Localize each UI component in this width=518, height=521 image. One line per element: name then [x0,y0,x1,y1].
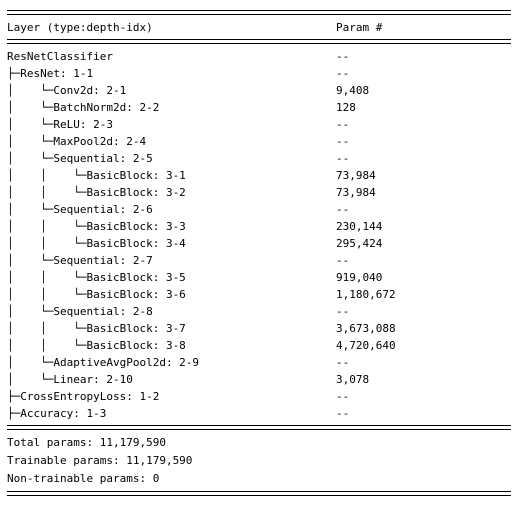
param-count: -- [336,67,350,80]
param-count: -- [336,305,350,318]
table-row [7,201,511,218]
layer-table [7,48,511,422]
table-row [7,99,511,116]
layer-name: │ └─Sequential: 2-5 [7,152,153,165]
layer-name: │ │ └─BasicBlock: 3-2 [7,186,186,199]
model-summary-panel [7,7,511,500]
table-row [7,354,511,371]
table-row [7,303,511,320]
layer-name: │ │ └─BasicBlock: 3-8 [7,339,186,352]
param-count: 919,040 [336,271,383,284]
table-row [7,167,511,184]
param-count: -- [336,254,350,267]
header-row [7,19,511,36]
param-count: -- [336,50,350,63]
table-row [7,252,511,269]
param-count: -- [336,356,350,369]
table-row [7,65,511,82]
param-count: -- [336,152,350,165]
param-count: 230,144 [336,220,383,233]
separator-line [7,491,511,496]
layer-name: │ └─MaxPool2d: 2-4 [7,135,147,148]
layer-name: │ │ └─BasicBlock: 3-5 [7,271,186,284]
layer-name: │ └─Sequential: 2-8 [7,305,153,318]
layer-name: │ └─Linear: 2-10 [7,373,133,386]
trainable-params: Trainable params: 11,179,590 [7,454,193,467]
param-count: -- [336,407,350,420]
layer-name: │ └─Sequential: 2-6 [7,203,153,216]
layer-name: │ └─ReLU: 2-3 [7,118,113,131]
table-row [7,116,511,133]
table-row [7,235,511,252]
param-count: -- [336,203,350,216]
separator-line [7,39,511,44]
layer-name: │ │ └─BasicBlock: 3-4 [7,237,186,250]
param-count: -- [336,135,350,148]
param-count: 73,984 [336,169,376,182]
param-count: 1,180,672 [336,288,396,301]
layer-name: │ │ └─BasicBlock: 3-6 [7,288,186,301]
table-row [7,269,511,286]
param-count: 9,408 [336,84,370,97]
layer-name: │ └─AdaptiveAvgPool2d: 2-9 [7,356,200,369]
layer-name: │ │ └─BasicBlock: 3-7 [7,322,186,335]
layer-column-header: Layer (type:depth-idx) [7,21,153,34]
table-row [7,82,511,99]
layer-name: ├─ResNet: 1-1 [7,67,94,80]
separator-line [7,425,511,430]
param-count: 295,424 [336,237,383,250]
param-count: -- [336,390,350,403]
layer-name: ├─Accuracy: 1-3 [7,407,107,420]
layer-name: │ └─Sequential: 2-7 [7,254,153,267]
layer-name: │ │ └─BasicBlock: 3-1 [7,169,186,182]
table-row [7,218,511,235]
total-params: Total params: 11,179,590 [7,436,166,449]
table-row [7,337,511,354]
table-row [7,286,511,303]
table-row [7,150,511,167]
table-row [7,48,511,65]
separator-line [7,10,511,15]
table-row [7,320,511,337]
non-trainable-params: Non-trainable params: 0 [7,472,160,485]
param-count: 3,673,088 [336,322,396,335]
layer-name: ├─CrossEntropyLoss: 1-2 [7,390,160,403]
param-count: 4,720,640 [336,339,396,352]
layer-name: ResNetClassifier [7,50,113,63]
table-row [7,405,511,422]
table-row [7,184,511,201]
layer-name: │ └─BatchNorm2d: 2-2 [7,101,160,114]
table-row [7,371,511,388]
param-count: -- [336,118,350,131]
table-row [7,133,511,150]
params-summary [7,434,511,488]
param-column-header: Param # [336,21,383,34]
layer-name: │ │ └─BasicBlock: 3-3 [7,220,186,233]
param-count: 128 [336,101,356,114]
layer-name: │ └─Conv2d: 2-1 [7,84,127,97]
table-row [7,388,511,405]
param-count: 3,078 [336,373,370,386]
param-count: 73,984 [336,186,376,199]
